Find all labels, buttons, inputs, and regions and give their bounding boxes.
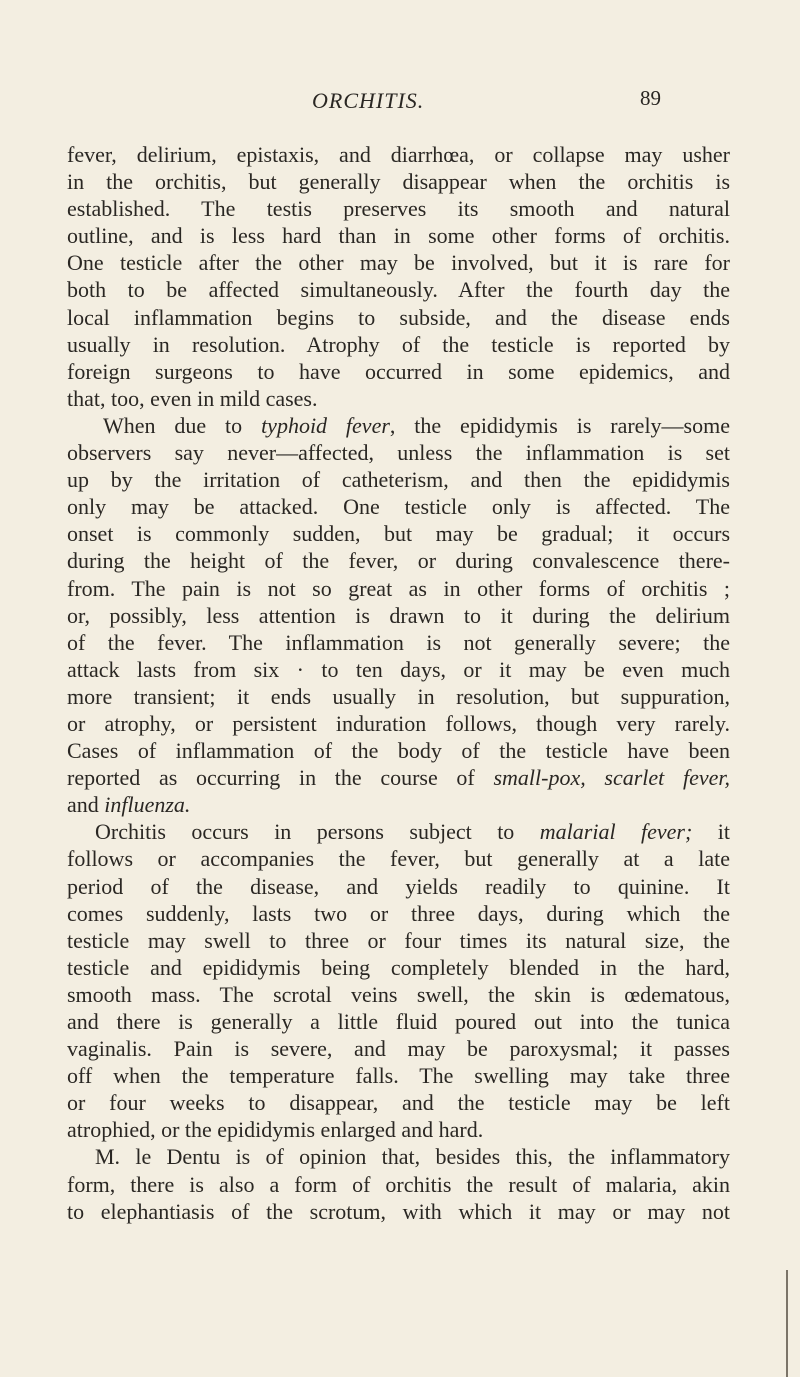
text-line-malarial	[67, 818, 730, 845]
text-line: observers say never—affected, unless the inflammation is set	[67, 440, 730, 466]
text-line: smooth mass. The scrotal veins swell, the skin is œdematous,	[67, 981, 730, 1007]
text-line: One testicle after the other may be involved, but it is rare for	[67, 250, 730, 276]
text-line: only may be attacked. One testicle only is affected. The	[67, 494, 730, 520]
text-line: form, there is also a form of orchitis the result of malaria, akin	[67, 1171, 730, 1197]
text-line: both to be affected simultaneously. After the fourth day the	[67, 277, 730, 303]
text-line: vaginalis. Pain is severe, and may be paroxysmal; it passes	[67, 1036, 730, 1062]
running-head: ORCHITIS.	[312, 88, 425, 113]
text-line: during the height of the fever, or during convalescence there-	[67, 548, 730, 574]
text-line: established. The testis preserves its smooth and natural	[67, 196, 730, 222]
italic-term-typhoid-fever: typhoid fever	[261, 412, 390, 438]
text-line: comes suddenly, lasts two or three days, during which the	[67, 900, 730, 926]
line-segment: reported as occurring in the course of	[67, 765, 494, 791]
line-segment: it	[692, 819, 730, 845]
line-segment: Orchitis occurs in persons subject to	[95, 819, 540, 845]
text-line: follows or accompanies the fever, but generally at a late	[67, 846, 730, 872]
line-segment: , the epididymis is rarely—some	[389, 412, 730, 438]
text-line: or four weeks to disappear, and the testicle may be left	[67, 1090, 730, 1116]
text-line: onset is commonly sudden, but may be gradual; it occurs	[67, 521, 730, 547]
text-line: of the fever. The inflammation is not generally severe; the	[67, 629, 730, 655]
text-line: period of the disease, and yields readily to quinine. It	[67, 873, 730, 899]
body-text	[67, 141, 730, 1225]
text-line: attack lasts from six · to ten days, or it may be even much	[67, 656, 730, 682]
text-line: or atrophy, or persistent induration follows, though very rarely.	[67, 710, 730, 736]
text-line: Cases of inflammation of the body of the testicle have been	[67, 738, 730, 764]
text-line: testicle and epididymis being completely blended in the hard,	[67, 954, 730, 980]
text-line: that, too, even in mild cases.	[67, 385, 318, 411]
italic-term-malarial-fever: malarial fever;	[539, 819, 693, 845]
text-line: local inflammation begins to subside, and the disease ends	[67, 304, 730, 330]
text-line: usually in resolution. Atrophy of the testicle is reported by	[67, 331, 730, 357]
text-line-diseases	[67, 764, 730, 791]
italic-term-influenza: influenza.	[104, 792, 191, 818]
text-line: in the orchitis, but generally disappear when the orchitis is	[67, 169, 730, 195]
text-line: foreign surgeons to have occurred in some epidemics, and	[67, 358, 730, 384]
text-line: atrophied, or the epididymis enlarged and hard.	[67, 1117, 484, 1143]
italic-term-smallpox-scarlet-fever: small-pox, scarlet fever,	[493, 765, 730, 791]
text-line: fever, delirium, epistaxis, and diarrhœa, or collapse may usher	[67, 142, 730, 167]
text-line-typhoid	[67, 412, 730, 439]
line-segment: When due to	[103, 412, 262, 438]
text-line: to elephantiasis of the scrotum, with which it may or may not	[67, 1198, 730, 1224]
text-line: and there is generally a little fluid poured out into the tunica	[67, 1009, 730, 1034]
text-line: from. The pain is not so great as in other forms of orchitis ;	[67, 575, 730, 601]
text-line: more transient; it ends usually in resolution, but suppuration,	[67, 683, 730, 709]
text-line: off when the temperature falls. The swelling may take three	[67, 1063, 730, 1089]
text-line: up by the irritation of catheterism, and then the epididymis	[67, 467, 730, 493]
text-line: outline, and is less hard than in some other forms of orchitis.	[67, 223, 730, 249]
page-header	[0, 86, 800, 116]
text-line: or, possibly, less attention is drawn to it during the delirium	[67, 602, 730, 628]
page-number: 89	[640, 86, 661, 110]
line-segment: and	[67, 792, 105, 818]
text-line: M. le Dentu is of opinion that, besides this, the inflammatory	[95, 1144, 730, 1170]
page-edge-mark	[786, 1270, 788, 1377]
text-line-influenza	[67, 791, 730, 818]
text-line: testicle may swell to three or four times its natural size, the	[67, 927, 730, 953]
